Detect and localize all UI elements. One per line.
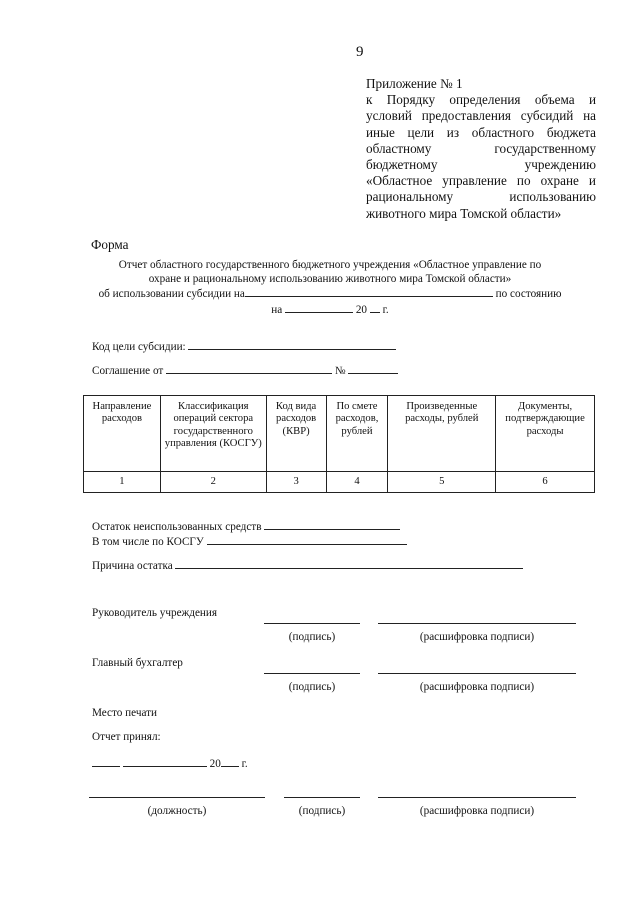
appendix-line: рациональному использованию xyxy=(366,189,596,205)
head-signature-caption: (подпись) xyxy=(288,631,336,643)
appendix-line: областному государственному xyxy=(366,140,596,156)
table-number-cell: 5 xyxy=(388,472,496,493)
kosgu-label: В том числе по КОСГУ xyxy=(92,536,204,548)
appendix-title: Приложение № 1 xyxy=(366,76,463,91)
accountant-label: Главный бухгалтер xyxy=(92,657,183,669)
agreement-label: Соглашение от xyxy=(92,365,164,377)
accepted-date-row xyxy=(92,756,248,770)
accepted-signature-line xyxy=(284,797,360,798)
report-purpose-line xyxy=(80,286,580,301)
accepted-decoding-caption: (расшифровка подписи) xyxy=(419,805,535,817)
month-blank xyxy=(123,756,207,767)
head-decoding-caption: (расшифровка подписи) xyxy=(419,631,535,643)
accepted-date-suffix: г. xyxy=(241,758,248,770)
page-number: 9 xyxy=(356,44,364,60)
agreement-date-blank xyxy=(166,363,332,374)
accountant-signature-line xyxy=(264,673,360,674)
appendix-block xyxy=(366,76,596,222)
appendix-line: животного мира Томской области» xyxy=(366,205,562,221)
agreement-number-label: № xyxy=(334,365,346,377)
appendix-line: «Областное управление по охране и xyxy=(366,173,596,189)
accepted-label: Отчет принял: xyxy=(92,731,161,743)
year-blank xyxy=(370,302,380,313)
balance-blank xyxy=(264,519,400,530)
report-purpose-prefix: об использовании субсидии на xyxy=(98,288,245,301)
appendix-line: иные цели из областного бюджета xyxy=(366,124,596,140)
agreement-number-blank xyxy=(348,363,398,374)
report-title xyxy=(80,258,580,317)
reason-label: Причина остатка xyxy=(92,560,173,572)
table-number-cell: 6 xyxy=(496,472,595,493)
table-header-cell: Классификация операций сектора государственного управления (КОСГУ) xyxy=(160,396,266,472)
report-date-year: 20 xyxy=(355,303,367,316)
report-date-line xyxy=(80,302,580,317)
report-title-line: Отчет областного государственного бюджетного учреждения «Областное управление по xyxy=(118,259,542,271)
date-blank xyxy=(285,302,353,313)
subsidy-code-label: Код цели субсидии: xyxy=(92,341,186,353)
agreement-row xyxy=(92,363,398,377)
kosgu-blank xyxy=(207,534,407,545)
report-date-suffix: г. xyxy=(382,303,389,316)
table-number-cell: 1 xyxy=(84,472,161,493)
accountant-decoding-line xyxy=(378,673,576,674)
accountant-signature-caption: (подпись) xyxy=(288,681,336,693)
accepted-signature-caption: (подпись) xyxy=(298,805,346,817)
accountant-decoding-caption: (расшифровка подписи) xyxy=(419,681,535,693)
table-header-row xyxy=(84,396,595,472)
position-line xyxy=(89,797,265,798)
position-caption: (должность) xyxy=(147,805,207,817)
reason-row xyxy=(92,558,523,572)
table-header-cell: Код вида расходов (КВР) xyxy=(266,396,326,472)
stamp-place: Место печати xyxy=(92,707,157,719)
subsidy-code-row xyxy=(92,339,396,353)
table-row xyxy=(84,472,595,493)
report-title-line: охране и рациональному использованию животного мира Томской области» xyxy=(148,273,512,286)
accepted-date-year: 20 xyxy=(209,758,221,770)
appendix-line: условий предоставления субсидий на xyxy=(366,108,596,124)
table-header-cell: По смете расходов, рублей xyxy=(326,396,388,472)
table-header-cell: Документы, подтверждающие расходы xyxy=(496,396,595,472)
accepted-decoding-line xyxy=(378,797,576,798)
table-header-cell: Произведенные расходы, рублей xyxy=(388,396,496,472)
kosgu-row xyxy=(92,534,407,548)
head-label: Руководитель учреждения xyxy=(92,607,218,619)
form-label: Форма xyxy=(91,237,129,252)
expenses-table xyxy=(83,395,595,493)
balance-label: Остаток неиспользованных средств xyxy=(92,521,262,533)
reason-blank xyxy=(175,558,523,569)
table-number-cell: 3 xyxy=(266,472,326,493)
subsidy-code-blank xyxy=(188,339,396,350)
appendix-line: бюджетному учреждению xyxy=(366,157,596,173)
table-header-cell: Направление расходов xyxy=(84,396,161,472)
purpose-blank xyxy=(245,286,493,297)
table-number-cell: 2 xyxy=(160,472,266,493)
head-decoding-line xyxy=(378,623,576,624)
report-purpose-suffix: по состоянию xyxy=(495,288,562,301)
report-date-prefix: на xyxy=(271,303,283,316)
appendix-line: к Порядку определения объема и xyxy=(366,92,596,108)
balance-row xyxy=(92,519,400,533)
table-number-cell: 4 xyxy=(326,472,388,493)
year-blank xyxy=(221,756,239,767)
head-signature-line xyxy=(264,623,360,624)
day-blank xyxy=(92,756,120,767)
